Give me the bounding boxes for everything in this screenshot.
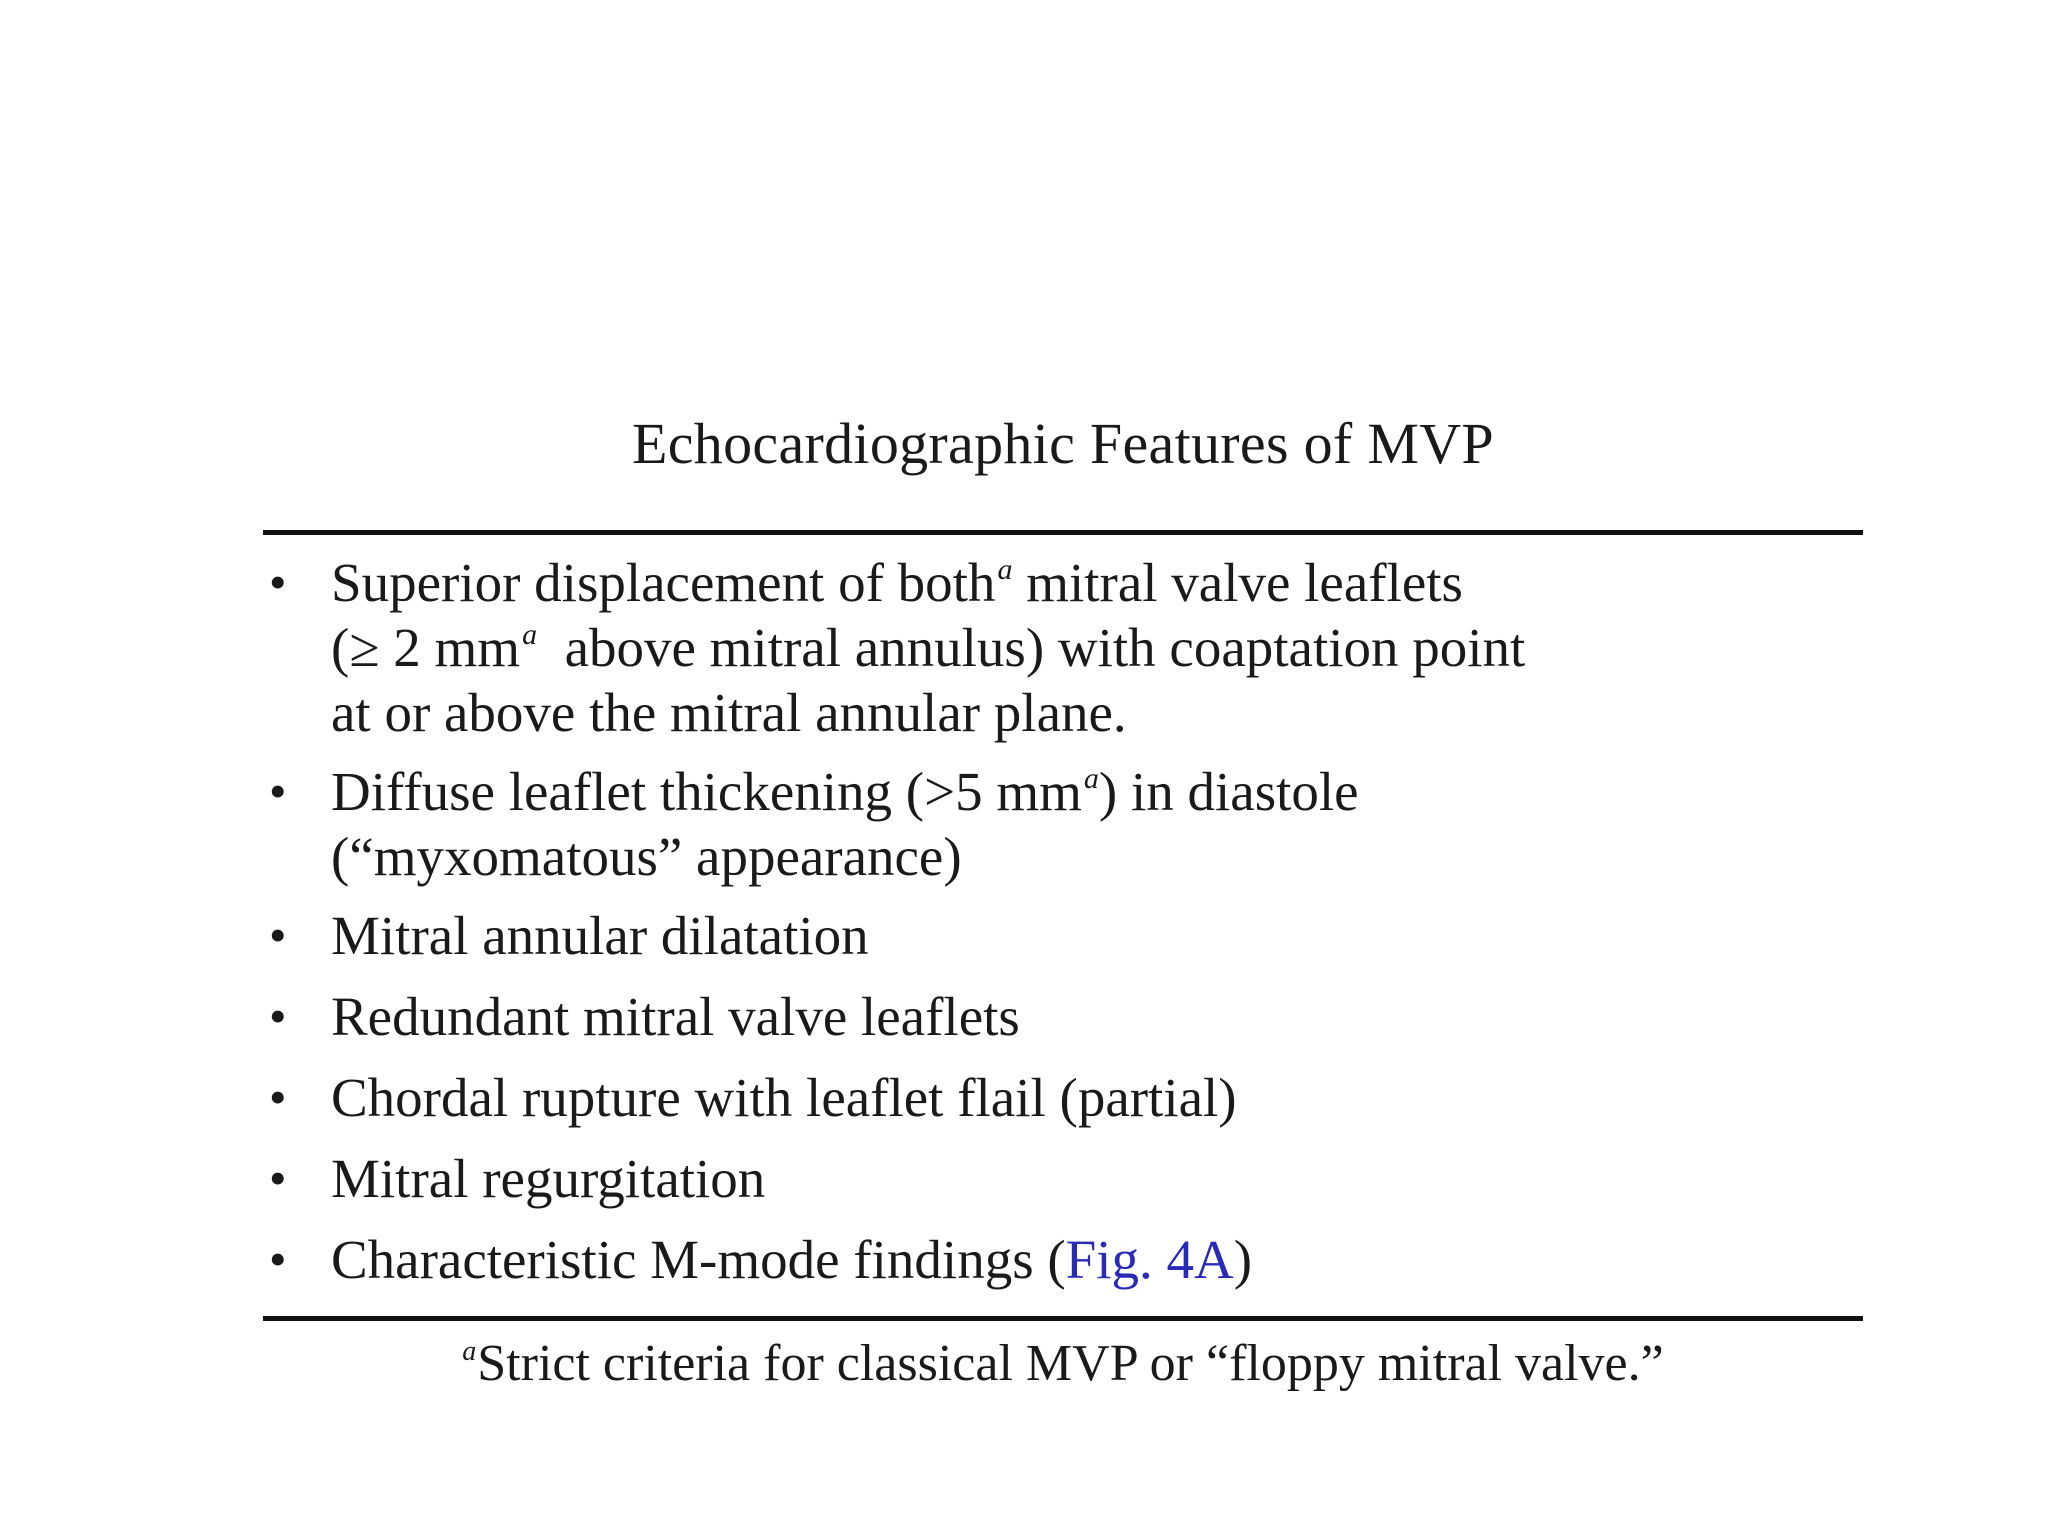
item-line: Superior displacement of both$^a$ mitral valve leaflets [331,552,1463,613]
table-title: Echocardiographic Features of MVP [632,411,1494,476]
item-line: (≥ 2 mm$^a$ above mitral annulus) with coaptation point [331,617,1526,678]
list-item [263,984,1863,1049]
list-item [263,903,1863,968]
item-text: Chordal rupture with leaflet flail (partial) [331,1067,1237,1128]
item-line: Characteristic M-mode findings (Fig. 4A) [331,1229,1253,1290]
list-item [263,759,1863,889]
features-list [263,550,1863,1292]
item-line: (“myxomatous” appearance) [331,826,962,887]
bullet-icon: • [269,907,287,963]
bullet-icon: • [269,763,287,819]
list-item [263,1227,1863,1292]
footnote-marker: a [1083,762,1099,795]
bullet-icon: • [269,1069,287,1125]
item-text: Redundant mitral valve leaflets [331,986,1020,1047]
bullet-icon: • [269,554,287,610]
list-item [263,1065,1863,1130]
list-item [263,550,1863,745]
bullet-icon: • [269,988,287,1044]
table-footnote [263,1331,1863,1397]
footnote-marker: a [522,618,538,651]
bottom-rule [263,1316,1863,1321]
item-line: at or above the mitral annular plane. [331,682,1127,743]
top-rule [263,530,1863,535]
item-text: Mitral annular dilatation [331,905,869,966]
list-item [263,1146,1863,1211]
figure-link[interactable]: Fig. 4A [1065,1229,1234,1290]
footnote-text: Strict criteria for classical MVP or “floppy mitral valve.” [477,1335,1664,1392]
item-line: Diffuse leaflet thickening (>5 mm$^a$) in diastole [331,761,1359,822]
bullet-icon: • [269,1150,287,1206]
bullet-icon: • [269,1231,287,1287]
footnote-marker: a [462,1336,477,1367]
item-text: Mitral regurgitation [331,1148,766,1209]
footnote-marker: a [997,553,1013,586]
